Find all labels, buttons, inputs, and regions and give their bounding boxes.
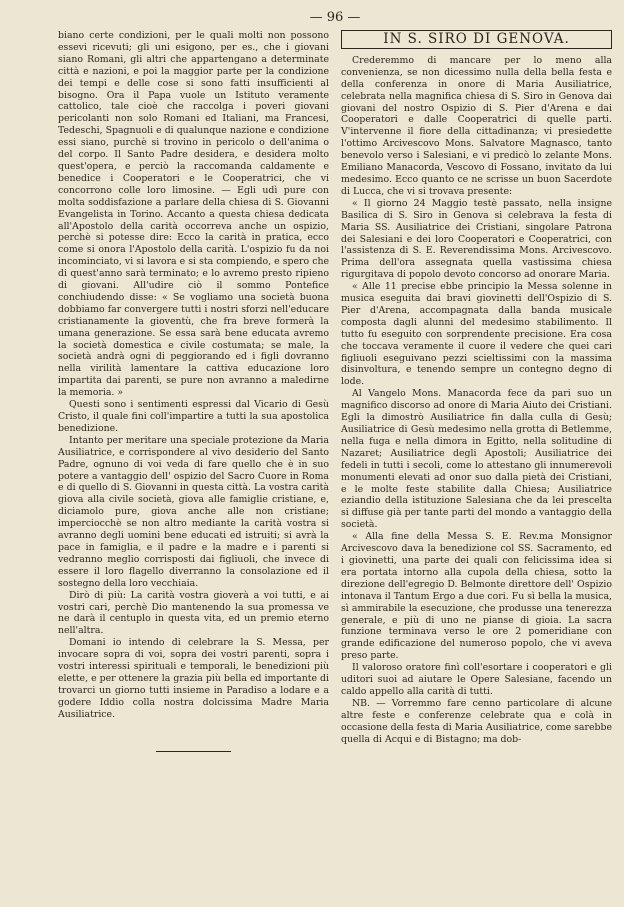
article-title: IN S. SIRO DI GENOVA. — [341, 30, 612, 49]
section-divider — [156, 751, 231, 752]
right-paragraph-2: « Il giorno 24 Maggio testè passato, nella insigne Basilica di S. Siro in Genova si celebrava la festa di Maria SS. Ausiliatrice dei Cristiani, singolare Patrona dei Salesiani e dei loro Cooperatori e Cooperatrici, con l'assistenza di S. E. Reverendissima Mons. Arcivescovo. Prima dell'ora assegnata quella vastissima chiesa rigurgitava di popolo devoto concorso ad onorare Maria. — [341, 197, 612, 281]
page-number-header: — 96 — — [309, 10, 361, 25]
left-column — [58, 30, 329, 752]
left-paragraph-1: biano certe condizioni, per le quali molti non possono essevi ricevuti; gli uni esigono, per es., che i giovani siano Romani, gli altri che appartengano a determinate città e nazioni, e poi la maggior parte per la condizione dei tempi e delle cose si sono fatti insufficienti al bisogno. Ora il Papa vuole un Istituto veramente cattolico, tale cioè che raccolga i poveri giovani pericolanti non solo Romani ed Italiani, ma Francesi, Tedeschi, Spagnuoli e di qualunque nazione e condizione essi siano, purchè si trovino in pericolo o dell'anima o del corpo. Il Santo Padre desidera, e desidera molto quest'opera, e perciò la raccomanda caldamente e benedice i Cooperatori e le Cooperatrici, che vi concorrono colle loro limosine. — Egli udì pure con molta soddisfazione a parlare della chiesa di S. Giovanni Evangelista in Torino. Accanto a questa chiesa dedicata all'Apostolo della carità occorreva anche un ospizio, perchè si potesse dire: Ecco la carità in pratica, ecco come si onora l'Apostolo della carità. L'ospizio fu da noi incominciato, vi si lavora e si sta compiendo, e spero che di quest'anno sarà terminato; e lo avremo presto ripieno di giovani. All'udire ciò il sommo Pontefice conchiudendo disse: « Se vogliamo una società buona dobbiamo far convergere tutti i nostri sforzi nell'educare cristianamente la gioventù, che fra breve formerà la umana generazione. Se essa sarà bene educata avremo la società domestica e civile costumata; se male, la società andrà ogni di peggiorando ed i figli dovranno nella virilità lamentare la cattiva educazione loro impartita dai parenti, se pure non avranno a maledirne la memoria. » — [58, 30, 329, 399]
right-paragraph-5: « Alla fine della Messa S. E. Rev.ma Monsignor Arcivescovo dava la benedizione col SS. Sacramento, ed i giovinetti, una parte dei quali con felicissima idea si era portata intorno alla cupola della chiesa, sotto la direzione dell'egregio D. Belmonte direttore dell' Ospizio intonava il Tantum Ergo a due cori. Fu sì bella la musica, sì ammirabile la esecuzione, che produsse una tenerezza generale, e più di uno ne pianse di gioia. La sacra funzione terminava verso le ore 2 pomeridiane con grande edificazione del numeroso popolo, che vi aveva preso parte. — [341, 531, 612, 662]
left-paragraph-4: Dirò di più: La carità vostra gioverà a voi tutti, e ai vostri cari, perchè Dio mantenendo la sua promessa ve ne darà il centuplo in questa vita, ed un premio eterno nell'altra. — [58, 589, 329, 637]
left-paragraph-2: Questi sono i sentimenti espressi dal Vicario di Gesù Cristo, il quale fini coll'impartire a tutti la sua apostolica benedizione. — [58, 399, 329, 434]
right-column — [341, 30, 612, 752]
right-paragraph-4: Al Vangelo Mons. Manacorda fece da pari suo un magnifico discorso ad onore di Maria Aiuto dei Cristiani. Egli la dimostrò Ausiliatrice fin dalla culla di Gesù; Ausiliatrice di Gesù medesimo nella grotta di Betlemme, nella fuga e nella dimora in Egitto, nella solitudine di Nazaret; Ausiliatrice degli Apostoli; Ausiliatrice dei fedeli in tutti i secoli, come lo attestano gli innumerevoli monumenti elevati ad onor suo dalla pietà dei Cristiani, e le molte feste stabilite dalla Chiesa; Ausiliatrice eziandio della istituzione Salesiana che da lei prescelta si diffuse già per tante parti del mondo a vantaggio della società. — [341, 388, 612, 531]
left-paragraph-3: Intanto per meritare una speciale protezione da Maria Ausiliatrice, e corrispondere al vivo desiderio del Santo Padre, ognuno di voi veda di fare quello che è in suo potere a vantaggio dell' ospizio del Sacro Cuore in Roma e di quello di S. Giovanni in questa città. La vostra carità giova alla civile società, giova alle famiglie cristiane, e, diciamolo pure, giova anche alle non cristiane; imperciocchè se non altro mediante la carità vostra si avranno degli uomini bene educati ed istruiti; si avrà la pace in famiglia, e il padre e la madre e i parenti si vedranno meglio corrisposti dai figliuoli, che invece di essere il loro flagello diverranno la consolazione ed il sostegno della loro vecchiaia. — [58, 434, 329, 589]
right-paragraph-3: « Alle 11 precise ebbe principio la Messa solenne in musica eseguita dai bravi giovinetti dell'Ospizio di S. Pier d'Arena, accompagnata dalla banda musicale composta dagli alunni del medesimo stabilimento. Il tutto fu eseguito con sorprendente precisione. Era cosa che toccava veramente il cuore il vedere che quei cari figliuoli eseguivano pezzi scieltissimi con la massima disinvoltura, e tenendo sempre un contegno degno di lode. — [341, 281, 612, 388]
left-paragraph-5: Domani io intendo di celebrare la S. Messa, per invocare sopra di voi, sopra dei vostri parenti, sopra i vostri interessi spirituali e temporali, le benedizioni più elette, e per ottenere la grazia più bella ed importante di trovarci un giorno tutti insieme in Paradiso a lodare e a godere Iddio colla nostra dolcissima Madre Maria Ausiliatrice. — [58, 637, 329, 720]
right-paragraph-7: NB. — Vorremmo fare cenno particolare di alcune altre feste e conferenze celebrate qua e colà in occasione della festa di Maria Ausiliatrice, come sarebbe quella di Acqui e di Bistagno; ma dob- — [341, 697, 612, 745]
right-paragraph-6: Il valoroso oratore finì coll'esortare i cooperatori e gli uditori suoi ad aiutare le Opere Salesiane, facendo un caldo appello alla carità di tutti. — [341, 662, 612, 697]
right-paragraph-1: Crederemmo di mancare per lo meno alla convenienza, se non dicessimo nulla della bella festa e della conferenza in onore di Maria Ausiliatrice, celebrata nella magnifica chiesa di S. Siro in Genova dai giovani del nostro Ospizio di S. Pier d'Arena e dai Cooperatori e dalle Cooperatrici di quelle parti. V'intervenne il fiore della cittadinanza; vi presiedette l'ottimo Arcivescovo Mons. Salvatore Magnasco, tanto benevolo verso i Salesiani, e vi predicò lo zelante Mons. Emiliano Manacorda, Vescovo di Fossano, invitato da lui medesimo. Ecco quanto ce ne scrisse un buon Sacerdote di Lucca, che vi si trovava presente: — [341, 54, 612, 197]
text-columns — [58, 30, 612, 752]
